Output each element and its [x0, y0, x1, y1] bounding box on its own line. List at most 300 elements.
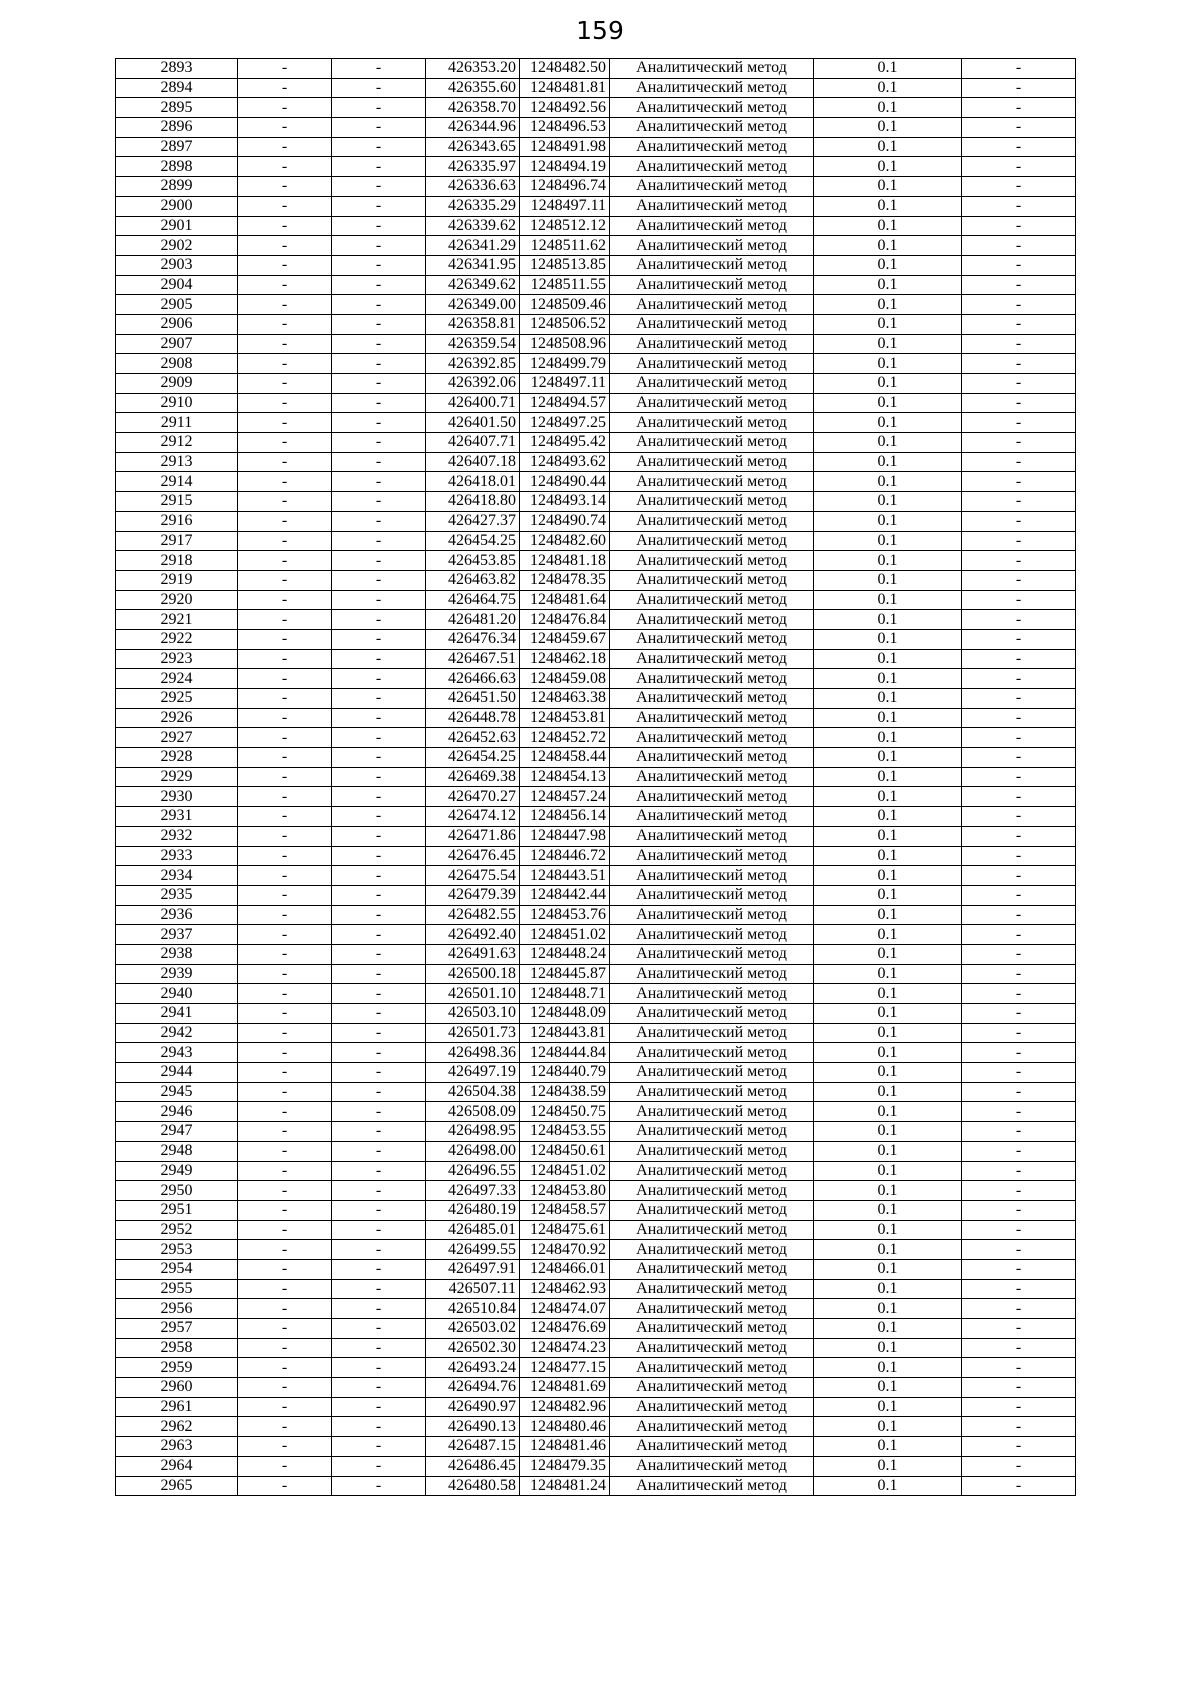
dash-cell: -: [238, 1043, 332, 1063]
y-coordinate-cell: 1248493.14: [520, 492, 610, 512]
y-coordinate-cell: 1248513.85: [520, 255, 610, 275]
dash-cell: -: [238, 1122, 332, 1142]
y-coordinate-cell: 1248493.62: [520, 452, 610, 472]
method-cell: Аналитический метод: [610, 1240, 814, 1260]
point-number-cell: 2930: [116, 787, 238, 807]
dash-cell: -: [238, 216, 332, 236]
dash-cell: -: [332, 1299, 426, 1319]
dash-cell: -: [238, 1338, 332, 1358]
point-number-cell: 2912: [116, 433, 238, 453]
method-cell: Аналитический метод: [610, 413, 814, 433]
x-coordinate-cell: 426493.24: [426, 1358, 520, 1378]
dash-cell: -: [332, 984, 426, 1004]
table-row: [116, 1279, 1076, 1299]
point-number-cell: 2903: [116, 255, 238, 275]
table-row: [116, 905, 1076, 925]
dash-cell: -: [962, 1004, 1076, 1024]
dash-cell: -: [332, 1063, 426, 1083]
y-coordinate-cell: 1248478.35: [520, 570, 610, 590]
x-coordinate-cell: 426501.73: [426, 1023, 520, 1043]
method-cell: Аналитический метод: [610, 689, 814, 709]
dash-cell: -: [962, 1240, 1076, 1260]
dash-cell: -: [962, 689, 1076, 709]
point-number-cell: 2940: [116, 984, 238, 1004]
accuracy-cell: 0.1: [814, 944, 962, 964]
x-coordinate-cell: 426336.63: [426, 177, 520, 197]
point-number-cell: 2941: [116, 1004, 238, 1024]
dash-cell: -: [332, 1023, 426, 1043]
point-number-cell: 2938: [116, 944, 238, 964]
x-coordinate-cell: 426497.33: [426, 1181, 520, 1201]
point-number-cell: 2959: [116, 1358, 238, 1378]
table-row: [116, 649, 1076, 669]
point-number-cell: 2905: [116, 295, 238, 315]
table-row: [116, 629, 1076, 649]
y-coordinate-cell: 1248496.53: [520, 118, 610, 138]
dash-cell: -: [238, 1240, 332, 1260]
y-coordinate-cell: 1248443.81: [520, 1023, 610, 1043]
method-cell: Аналитический метод: [610, 1141, 814, 1161]
dash-cell: -: [962, 807, 1076, 827]
y-coordinate-cell: 1248477.15: [520, 1358, 610, 1378]
dash-cell: -: [332, 846, 426, 866]
accuracy-cell: 0.1: [814, 807, 962, 827]
table-row: [116, 1082, 1076, 1102]
table-row: [116, 925, 1076, 945]
table-row: [116, 1240, 1076, 1260]
y-coordinate-cell: 1248481.69: [520, 1378, 610, 1398]
accuracy-cell: 0.1: [814, 689, 962, 709]
accuracy-cell: 0.1: [814, 492, 962, 512]
dash-cell: -: [962, 433, 1076, 453]
y-coordinate-cell: 1248462.93: [520, 1279, 610, 1299]
y-coordinate-cell: 1248453.76: [520, 905, 610, 925]
method-cell: Аналитический метод: [610, 1319, 814, 1339]
point-number-cell: 2963: [116, 1437, 238, 1457]
x-coordinate-cell: 426503.10: [426, 1004, 520, 1024]
dash-cell: -: [332, 1200, 426, 1220]
accuracy-cell: 0.1: [814, 1279, 962, 1299]
y-coordinate-cell: 1248497.11: [520, 196, 610, 216]
method-cell: Аналитический метод: [610, 905, 814, 925]
y-coordinate-cell: 1248445.87: [520, 964, 610, 984]
accuracy-cell: 0.1: [814, 787, 962, 807]
x-coordinate-cell: 426498.36: [426, 1043, 520, 1063]
accuracy-cell: 0.1: [814, 374, 962, 394]
x-coordinate-cell: 426344.96: [426, 118, 520, 138]
table-row: [116, 314, 1076, 334]
dash-cell: -: [962, 1259, 1076, 1279]
y-coordinate-cell: 1248456.14: [520, 807, 610, 827]
table-row: [116, 964, 1076, 984]
dash-cell: -: [238, 1476, 332, 1496]
dash-cell: -: [962, 708, 1076, 728]
x-coordinate-cell: 426339.62: [426, 216, 520, 236]
y-coordinate-cell: 1248481.64: [520, 590, 610, 610]
y-coordinate-cell: 1248448.24: [520, 944, 610, 964]
dash-cell: -: [962, 255, 1076, 275]
table-row: [116, 177, 1076, 197]
y-coordinate-cell: 1248512.12: [520, 216, 610, 236]
dash-cell: -: [962, 590, 1076, 610]
method-cell: Аналитический метод: [610, 177, 814, 197]
method-cell: Аналитический метод: [610, 295, 814, 315]
point-number-cell: 2946: [116, 1102, 238, 1122]
point-number-cell: 2915: [116, 492, 238, 512]
point-number-cell: 2932: [116, 826, 238, 846]
x-coordinate-cell: 426474.12: [426, 807, 520, 827]
dash-cell: -: [962, 1456, 1076, 1476]
dash-cell: -: [962, 295, 1076, 315]
x-coordinate-cell: 426341.29: [426, 236, 520, 256]
table-row: [116, 1378, 1076, 1398]
dash-cell: -: [962, 866, 1076, 886]
dash-cell: -: [332, 807, 426, 827]
dash-cell: -: [238, 689, 332, 709]
dash-cell: -: [238, 590, 332, 610]
dash-cell: -: [238, 1023, 332, 1043]
dash-cell: -: [332, 669, 426, 689]
dash-cell: -: [238, 275, 332, 295]
dash-cell: -: [332, 118, 426, 138]
dash-cell: -: [332, 708, 426, 728]
table-row: [116, 944, 1076, 964]
dash-cell: -: [238, 610, 332, 630]
table-row: [116, 354, 1076, 374]
dash-cell: -: [962, 275, 1076, 295]
dash-cell: -: [238, 1181, 332, 1201]
dash-cell: -: [332, 1004, 426, 1024]
point-number-cell: 2937: [116, 925, 238, 945]
x-coordinate-cell: 426476.34: [426, 629, 520, 649]
y-coordinate-cell: 1248494.19: [520, 157, 610, 177]
method-cell: Аналитический метод: [610, 669, 814, 689]
table-row: [116, 1200, 1076, 1220]
point-number-cell: 2952: [116, 1220, 238, 1240]
method-cell: Аналитический метод: [610, 826, 814, 846]
dash-cell: -: [332, 1397, 426, 1417]
method-cell: Аналитический метод: [610, 1378, 814, 1398]
x-coordinate-cell: 426463.82: [426, 570, 520, 590]
point-number-cell: 2900: [116, 196, 238, 216]
dash-cell: -: [962, 393, 1076, 413]
method-cell: Аналитический метод: [610, 925, 814, 945]
dash-cell: -: [332, 1476, 426, 1496]
accuracy-cell: 0.1: [814, 255, 962, 275]
accuracy-cell: 0.1: [814, 59, 962, 79]
dash-cell: -: [332, 826, 426, 846]
dash-cell: -: [238, 649, 332, 669]
x-coordinate-cell: 426470.27: [426, 787, 520, 807]
method-cell: Аналитический метод: [610, 551, 814, 571]
y-coordinate-cell: 1248450.61: [520, 1141, 610, 1161]
point-number-cell: 2964: [116, 1456, 238, 1476]
method-cell: Аналитический метод: [610, 255, 814, 275]
point-number-cell: 2961: [116, 1397, 238, 1417]
accuracy-cell: 0.1: [814, 393, 962, 413]
point-number-cell: 2917: [116, 531, 238, 551]
point-number-cell: 2957: [116, 1319, 238, 1339]
method-cell: Аналитический метод: [610, 846, 814, 866]
point-number-cell: 2931: [116, 807, 238, 827]
accuracy-cell: 0.1: [814, 177, 962, 197]
dash-cell: -: [332, 1456, 426, 1476]
accuracy-cell: 0.1: [814, 413, 962, 433]
method-cell: Аналитический метод: [610, 1338, 814, 1358]
dash-cell: -: [332, 236, 426, 256]
y-coordinate-cell: 1248459.08: [520, 669, 610, 689]
method-cell: Аналитический метод: [610, 610, 814, 630]
dash-cell: -: [238, 118, 332, 138]
accuracy-cell: 0.1: [814, 629, 962, 649]
table-row: [116, 59, 1076, 79]
method-cell: Аналитический метод: [610, 1082, 814, 1102]
dash-cell: -: [238, 669, 332, 689]
accuracy-cell: 0.1: [814, 98, 962, 118]
dash-cell: -: [238, 78, 332, 98]
accuracy-cell: 0.1: [814, 1200, 962, 1220]
method-cell: Аналитический метод: [610, 1200, 814, 1220]
accuracy-cell: 0.1: [814, 157, 962, 177]
dash-cell: -: [238, 846, 332, 866]
accuracy-cell: 0.1: [814, 728, 962, 748]
dash-cell: -: [332, 59, 426, 79]
dash-cell: -: [962, 570, 1076, 590]
y-coordinate-cell: 1248497.11: [520, 374, 610, 394]
dash-cell: -: [238, 236, 332, 256]
table-row: [116, 1141, 1076, 1161]
dash-cell: -: [238, 925, 332, 945]
method-cell: Аналитический метод: [610, 767, 814, 787]
dash-cell: -: [238, 511, 332, 531]
dash-cell: -: [332, 295, 426, 315]
x-coordinate-cell: 426486.45: [426, 1456, 520, 1476]
dash-cell: -: [962, 1319, 1076, 1339]
dash-cell: -: [332, 1437, 426, 1457]
dash-cell: -: [962, 472, 1076, 492]
table-row: [116, 1417, 1076, 1437]
dash-cell: -: [238, 1141, 332, 1161]
method-cell: Аналитический метод: [610, 629, 814, 649]
dash-cell: -: [962, 669, 1076, 689]
accuracy-cell: 0.1: [814, 610, 962, 630]
x-coordinate-cell: 426359.54: [426, 334, 520, 354]
accuracy-cell: 0.1: [814, 1161, 962, 1181]
table-row: [116, 374, 1076, 394]
table-row: [116, 1122, 1076, 1142]
method-cell: Аналитический метод: [610, 1299, 814, 1319]
method-cell: Аналитический метод: [610, 78, 814, 98]
point-number-cell: 2949: [116, 1161, 238, 1181]
dash-cell: -: [332, 1259, 426, 1279]
point-number-cell: 2953: [116, 1240, 238, 1260]
method-cell: Аналитический метод: [610, 59, 814, 79]
x-coordinate-cell: 426491.63: [426, 944, 520, 964]
dash-cell: -: [332, 570, 426, 590]
dash-cell: -: [332, 905, 426, 925]
x-coordinate-cell: 426480.19: [426, 1200, 520, 1220]
point-number-cell: 2909: [116, 374, 238, 394]
point-number-cell: 2893: [116, 59, 238, 79]
dash-cell: -: [962, 196, 1076, 216]
method-cell: Аналитический метод: [610, 1437, 814, 1457]
accuracy-cell: 0.1: [814, 649, 962, 669]
dash-cell: -: [238, 866, 332, 886]
dash-cell: -: [962, 354, 1076, 374]
x-coordinate-cell: 426341.95: [426, 255, 520, 275]
dash-cell: -: [332, 196, 426, 216]
x-coordinate-cell: 426479.39: [426, 885, 520, 905]
table-row: [116, 610, 1076, 630]
dash-cell: -: [962, 1338, 1076, 1358]
dash-cell: -: [962, 610, 1076, 630]
method-cell: Аналитический метод: [610, 511, 814, 531]
dash-cell: -: [238, 748, 332, 768]
table-row: [116, 728, 1076, 748]
table-row: [116, 413, 1076, 433]
accuracy-cell: 0.1: [814, 1102, 962, 1122]
table-row: [116, 885, 1076, 905]
point-number-cell: 2934: [116, 866, 238, 886]
accuracy-cell: 0.1: [814, 1141, 962, 1161]
method-cell: Аналитический метод: [610, 275, 814, 295]
accuracy-cell: 0.1: [814, 1004, 962, 1024]
dash-cell: -: [962, 137, 1076, 157]
dash-cell: -: [962, 1417, 1076, 1437]
y-coordinate-cell: 1248511.62: [520, 236, 610, 256]
dash-cell: -: [332, 728, 426, 748]
table-row: [116, 196, 1076, 216]
dash-cell: -: [332, 866, 426, 886]
x-coordinate-cell: 426500.18: [426, 964, 520, 984]
method-cell: Аналитический метод: [610, 98, 814, 118]
point-number-cell: 2908: [116, 354, 238, 374]
dash-cell: -: [238, 1319, 332, 1339]
table-row: [116, 1299, 1076, 1319]
point-number-cell: 2924: [116, 669, 238, 689]
table-row: [116, 1476, 1076, 1496]
dash-cell: -: [962, 1299, 1076, 1319]
point-number-cell: 2913: [116, 452, 238, 472]
dash-cell: -: [238, 905, 332, 925]
dash-cell: -: [238, 1220, 332, 1240]
dash-cell: -: [962, 826, 1076, 846]
dash-cell: -: [238, 1417, 332, 1437]
accuracy-cell: 0.1: [814, 1181, 962, 1201]
table-row: [116, 767, 1076, 787]
y-coordinate-cell: 1248481.24: [520, 1476, 610, 1496]
point-number-cell: 2939: [116, 964, 238, 984]
table-row: [116, 1338, 1076, 1358]
table-body: [116, 59, 1076, 1496]
point-number-cell: 2962: [116, 1417, 238, 1437]
dash-cell: -: [238, 826, 332, 846]
dash-cell: -: [332, 393, 426, 413]
point-number-cell: 2925: [116, 689, 238, 709]
y-coordinate-cell: 1248492.56: [520, 98, 610, 118]
dash-cell: -: [238, 137, 332, 157]
table-row: [116, 1259, 1076, 1279]
dash-cell: -: [238, 551, 332, 571]
method-cell: Аналитический метод: [610, 944, 814, 964]
method-cell: Аналитический метод: [610, 1279, 814, 1299]
table-row: [116, 1023, 1076, 1043]
y-coordinate-cell: 1248450.75: [520, 1102, 610, 1122]
method-cell: Аналитический метод: [610, 649, 814, 669]
dash-cell: -: [962, 984, 1076, 1004]
dash-cell: -: [238, 629, 332, 649]
point-number-cell: 2902: [116, 236, 238, 256]
y-coordinate-cell: 1248446.72: [520, 846, 610, 866]
x-coordinate-cell: 426349.62: [426, 275, 520, 295]
coordinates-table: [115, 58, 1076, 1496]
point-number-cell: 2918: [116, 551, 238, 571]
dash-cell: -: [962, 452, 1076, 472]
table-row: [116, 118, 1076, 138]
table-row: [116, 255, 1076, 275]
table-row: [116, 846, 1076, 866]
x-coordinate-cell: 426481.20: [426, 610, 520, 630]
x-coordinate-cell: 426508.09: [426, 1102, 520, 1122]
accuracy-cell: 0.1: [814, 275, 962, 295]
point-number-cell: 2904: [116, 275, 238, 295]
dash-cell: -: [332, 885, 426, 905]
dash-cell: -: [238, 1161, 332, 1181]
table-row: [116, 1437, 1076, 1457]
point-number-cell: 2935: [116, 885, 238, 905]
dash-cell: -: [332, 787, 426, 807]
method-cell: Аналитический метод: [610, 708, 814, 728]
point-number-cell: 2916: [116, 511, 238, 531]
dash-cell: -: [962, 787, 1076, 807]
y-coordinate-cell: 1248453.81: [520, 708, 610, 728]
x-coordinate-cell: 426507.11: [426, 1279, 520, 1299]
x-coordinate-cell: 426498.95: [426, 1122, 520, 1142]
dash-cell: -: [238, 374, 332, 394]
y-coordinate-cell: 1248479.35: [520, 1456, 610, 1476]
y-coordinate-cell: 1248452.72: [520, 728, 610, 748]
dash-cell: -: [238, 413, 332, 433]
method-cell: Аналитический метод: [610, 728, 814, 748]
y-coordinate-cell: 1248499.79: [520, 354, 610, 374]
x-coordinate-cell: 426510.84: [426, 1299, 520, 1319]
y-coordinate-cell: 1248475.61: [520, 1220, 610, 1240]
y-coordinate-cell: 1248490.74: [520, 511, 610, 531]
table-row: [116, 807, 1076, 827]
dash-cell: -: [962, 177, 1076, 197]
method-cell: Аналитический метод: [610, 374, 814, 394]
dash-cell: -: [238, 334, 332, 354]
dash-cell: -: [332, 964, 426, 984]
accuracy-cell: 0.1: [814, 984, 962, 1004]
method-cell: Аналитический метод: [610, 1102, 814, 1122]
point-number-cell: 2895: [116, 98, 238, 118]
method-cell: Аналитический метод: [610, 157, 814, 177]
method-cell: Аналитический метод: [610, 531, 814, 551]
dash-cell: -: [332, 944, 426, 964]
dash-cell: -: [962, 1437, 1076, 1457]
table-row: [116, 511, 1076, 531]
accuracy-cell: 0.1: [814, 669, 962, 689]
dash-cell: -: [962, 905, 1076, 925]
accuracy-cell: 0.1: [814, 1397, 962, 1417]
dash-cell: -: [332, 1279, 426, 1299]
y-coordinate-cell: 1248444.84: [520, 1043, 610, 1063]
x-coordinate-cell: 426487.15: [426, 1437, 520, 1457]
dash-cell: -: [962, 216, 1076, 236]
x-coordinate-cell: 426466.63: [426, 669, 520, 689]
dash-cell: -: [962, 1023, 1076, 1043]
